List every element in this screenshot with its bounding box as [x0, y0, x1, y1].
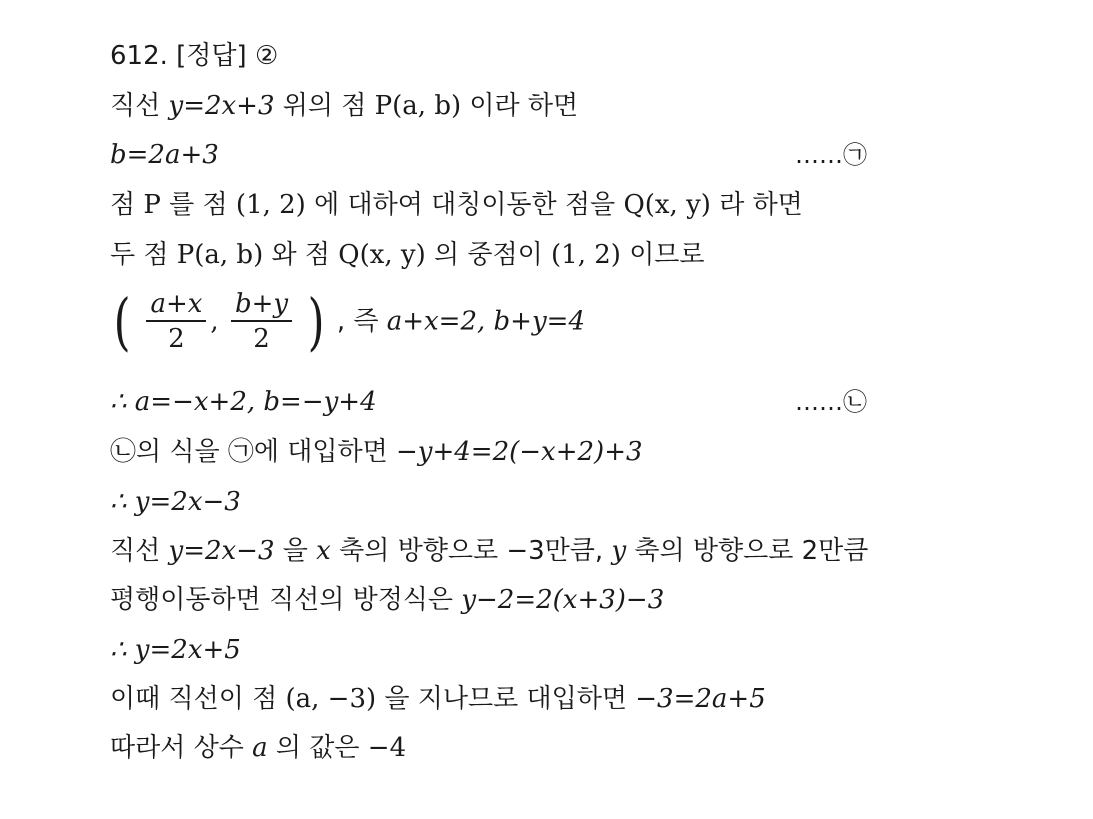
text: 를 점: [169, 190, 236, 220]
text: 의 값은: [275, 733, 368, 763]
equation-tag-1: ……㉠: [795, 141, 867, 169]
left-paren: (: [113, 285, 131, 358]
equation: −y+4=2(−x+2)+3: [396, 437, 643, 467]
equation: y=2x+3: [168, 91, 275, 121]
point: (a, −3): [285, 684, 377, 714]
text: ㉡의 식을 ㉠에 대입하면: [110, 437, 396, 467]
variable: x: [316, 536, 331, 566]
problem-header: [110, 38, 278, 74]
equation-tag-2: ……㉡: [795, 388, 867, 416]
fraction-2: [231, 288, 292, 356]
solution-line-3: [110, 187, 803, 223]
right-paren: ): [307, 285, 325, 358]
point: Q(x, y): [623, 190, 711, 220]
solution-line-11: [110, 632, 241, 668]
text: 이라 하면: [469, 91, 579, 121]
point: P(a, b): [374, 91, 462, 121]
text: , 즉: [336, 306, 387, 337]
text: 축의 방향으로 2만큼: [634, 536, 869, 566]
text: 에 대하여 대칭이동한 점을: [314, 190, 624, 220]
fraction-1: [146, 288, 206, 356]
numerator: b+y: [231, 288, 292, 322]
equation: ∴ y=2x+5: [110, 635, 241, 665]
text: 위의 점: [282, 91, 375, 121]
text: 두 점: [110, 240, 177, 270]
point-label: P: [143, 190, 161, 220]
point: P(a, b): [176, 240, 264, 270]
text: 의 중점이: [434, 240, 552, 270]
equation: −3=2a+5: [635, 684, 766, 714]
solution-line-1: [110, 88, 578, 124]
denominator: 2: [168, 324, 185, 354]
variable: a: [252, 733, 268, 763]
text: 라 하면: [719, 190, 803, 220]
text: 따라서 상수: [110, 733, 253, 763]
point: (1, 2): [235, 190, 306, 220]
answer-label: [정답]: [176, 41, 247, 71]
text: 이므로: [629, 240, 705, 270]
solution-line-9: [110, 533, 868, 569]
problem-number: 612.: [110, 41, 168, 71]
text: 직선: [110, 536, 169, 566]
text: 을 지나므로 대입하면: [384, 684, 636, 714]
text: 평행이동하면 직선의 방정식은: [110, 585, 462, 615]
equation: ∴ y=2x−3: [110, 487, 241, 517]
text: 축의 방향으로 −3만큼,: [339, 536, 612, 566]
solution-line-12: [110, 681, 766, 717]
text: 이때 직선이 점: [110, 684, 286, 714]
text: 직선: [110, 91, 169, 121]
solution-line-7: [110, 434, 643, 470]
text: 와 점: [271, 240, 339, 270]
variable: y: [611, 536, 627, 566]
equation: ∴ a=−x+2, b=−y+4: [110, 387, 377, 417]
solution-line-2: [110, 137, 219, 173]
solution-line-5: [110, 286, 585, 364]
solution-line-4: [110, 237, 705, 273]
solution-line-13: [110, 730, 406, 766]
point: (1, 2): [551, 240, 621, 270]
equation: y−2=2(x+3)−3: [461, 585, 665, 615]
solution-line-6: [110, 384, 377, 420]
equation: a+x=2, b+y=4: [386, 306, 585, 337]
point: Q(x, y): [338, 240, 426, 270]
text: 을: [282, 536, 317, 566]
solution-line-8: [110, 484, 241, 520]
answer-choice: ②: [254, 41, 279, 71]
solution-line-10: [110, 582, 664, 618]
equation: y=2x−3: [168, 536, 275, 566]
denominator: 2: [253, 324, 270, 354]
final-answer: −4: [367, 733, 407, 763]
equation: b=2a+3: [110, 140, 219, 170]
numerator: a+x: [146, 288, 206, 322]
text: 점: [110, 190, 144, 220]
comma: ,: [210, 306, 219, 337]
